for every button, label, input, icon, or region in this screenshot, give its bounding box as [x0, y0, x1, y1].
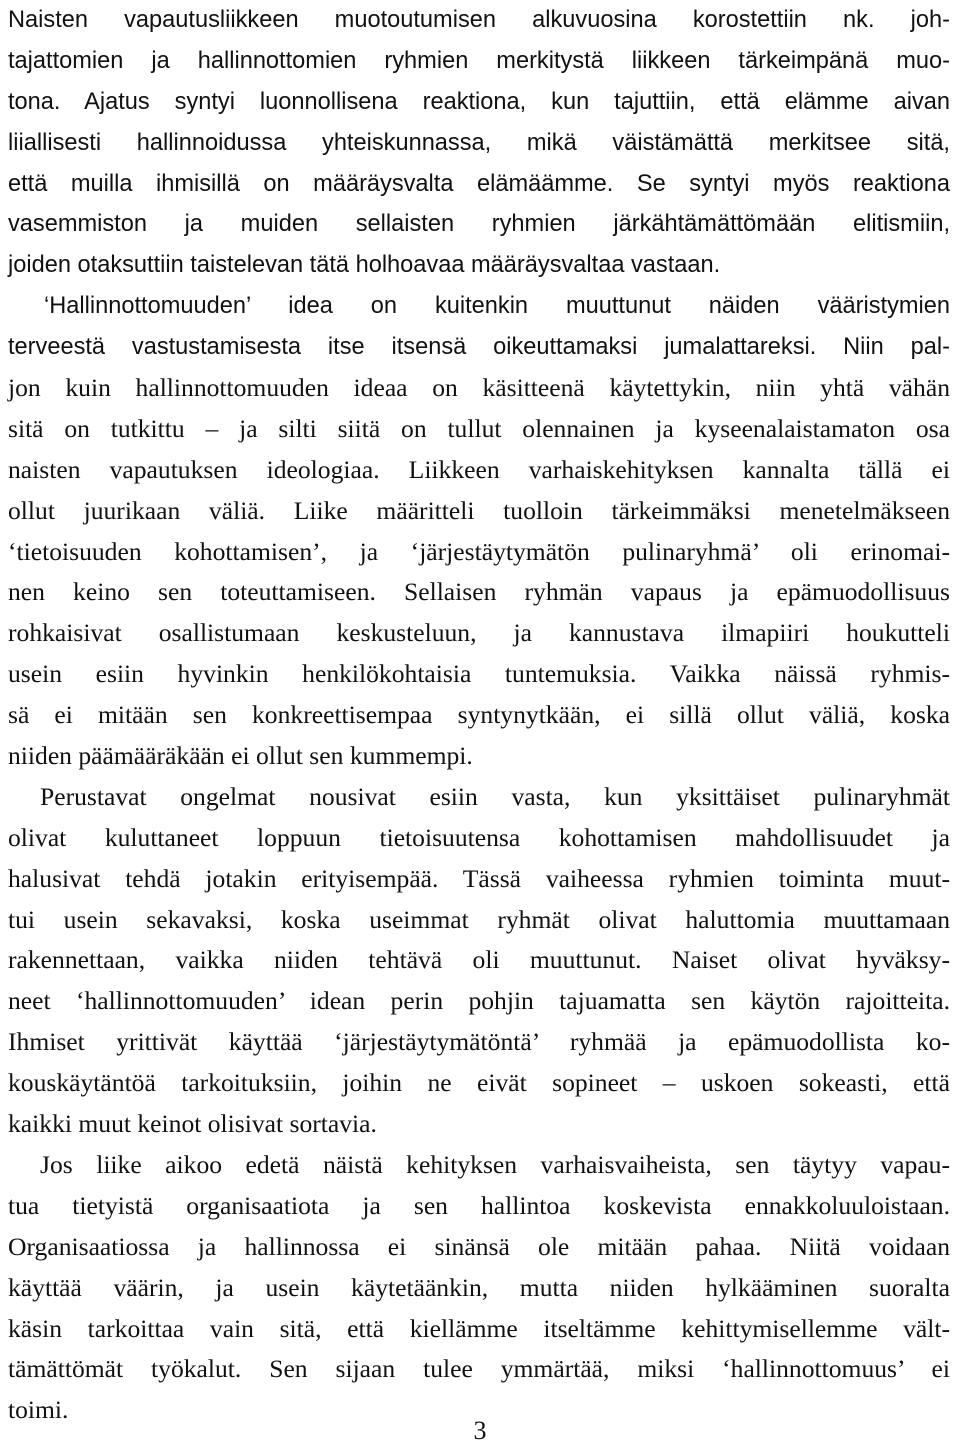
text-line: kaikki muut keinot olisivat sortavia.	[8, 1109, 377, 1139]
text-line: liiallisesti hallinnoidussa yhteiskunnassa, mikä väistämättä merkitsee sitä,	[8, 129, 950, 156]
text-line: rakennettaan, vaikka niiden tehtävä oli muuttunut. Naiset olivat hyväksy-	[8, 945, 950, 975]
text-line: tajattomien ja hallinnottomien ryhmien merkitystä liikkeen tärkeimpänä muo-	[8, 47, 950, 74]
paragraph	[8, 286, 950, 777]
text-line: ‘tietoisuuden kohottamisen’, ja ‘järjestäytymätön pulinaryhmä’ oli erinomai-	[8, 536, 950, 566]
paragraph	[8, 1145, 950, 1431]
text-line: Jos liike aikoo edetä näistä kehityksen varhaisvaiheista, sen täytyy vapau-	[40, 1149, 950, 1179]
text-line: sä ei mitään sen konkreettisempaa syntynytkään, ei sillä ollut väliä, koska	[8, 700, 950, 730]
text-line: joiden otaksuttiin taistelevan tätä holhoavaa määräysvaltaa vastaan.	[8, 252, 721, 279]
text-line: Ihmiset yrittivät käyttää ‘järjestäytymätöntä’ ryhmää ja epämuodollista ko-	[8, 1027, 950, 1057]
paragraph	[8, 777, 950, 1145]
text-line: tämättömät työkalut. Sen sijaan tulee ymmärtää, miksi ‘hallinnottomuus’ ei	[8, 1354, 950, 1384]
text-line: Organisaatiossa ja hallinnossa ei sinänsä ole mitään pahaa. Niitä voidaan	[8, 1231, 950, 1261]
text-line: jon kuin hallinnottomuuden ideaa on käsitteenä käytettykin, niin yhtä vähän	[8, 373, 950, 403]
text-line: nen keino sen toteuttamiseen. Sellaisen ryhmän vapaus ja epämuodollisuus	[8, 577, 950, 607]
text-line: sitä on tutkittu – ja silti siitä on tullut olennainen ja kyseenalaistamaton osa	[8, 413, 950, 443]
text-line: että muilla ihmisillä on määräysvalta elämäämme. Se syntyi myös reaktiona	[8, 170, 950, 197]
text-line: olivat kuluttaneet loppuun tietoisuutensa kohottamisen mahdollisuudet ja	[8, 822, 950, 852]
text-line: käsin tarkoittaa vain sitä, että kiellämme itseltämme kehittymisellemme vält-	[8, 1313, 950, 1343]
text-line: tona. Ajatus syntyi luonnollisena reaktiona, kun tajuttiin, että elämme aivan	[8, 88, 950, 115]
document-page	[8, 0, 950, 1431]
text-line: rohkaisivat osallistumaan keskusteluun, ja kannustava ilmapiiri houkutteli	[8, 618, 950, 648]
text-line: naisten vapautuksen ideologiaa. Liikkeen varhaiskehityksen kannalta tällä ei	[8, 454, 950, 484]
text-line: toimi.	[8, 1395, 69, 1425]
text-line: Perustavat ongelmat nousivat esiin vasta, kun yksittäiset pulinaryhmät	[40, 781, 950, 811]
text-line: käyttää väärin, ja usein käytetäänkin, mutta niiden hylkääminen suoralta	[8, 1272, 950, 1302]
text-line: tua tietyistä organisaatiota ja sen hallintoa koskevista ennakkoluuloistaan.	[8, 1190, 950, 1220]
text-line: kouskäytäntöä tarkoituksiin, joihin ne eivät sopineet – uskoen sokeasti, että	[8, 1068, 950, 1098]
text-line: neet ‘hallinnottomuuden’ idean perin pohjin tajuamatta sen käytön rajoitteita.	[8, 986, 950, 1016]
text-line: niiden päämääräkään ei ollut sen kummempi.	[8, 741, 473, 771]
text-line: Naisten vapautusliikkeen muotoutumisen alkuvuosina korostettiin nk. joh-	[8, 7, 950, 33]
text-line: ‘Hallinnottomuuden’ idea on kuitenkin muuttunut näiden vääristymien	[44, 293, 950, 320]
text-line: halusivat tehdä jotakin erityisempää. Tässä vaiheessa ryhmien toiminta muut-	[8, 863, 950, 893]
text-line: terveestä vastustamisesta itse itsensä oikeuttamaksi jumalattareksi. Niin pal-	[8, 334, 950, 361]
text-line: usein esiin hyvinkin henkilökohtaisia tuntemuksia. Vaikka näissä ryhmis-	[8, 659, 950, 689]
text-line: tui usein sekavaksi, koska useimmat ryhmät olivat haluttomia muuttamaan	[8, 904, 950, 934]
text-line: vasemmiston ja muiden sellaisten ryhmien järkähtämättömään elitismiin,	[8, 211, 950, 238]
text-line: ollut juurikaan väliä. Liike määritteli tuolloin tärkeimmäksi menetelmäkseen	[8, 495, 950, 525]
page-number: 3	[473, 1416, 487, 1445]
paragraph	[8, 0, 950, 286]
